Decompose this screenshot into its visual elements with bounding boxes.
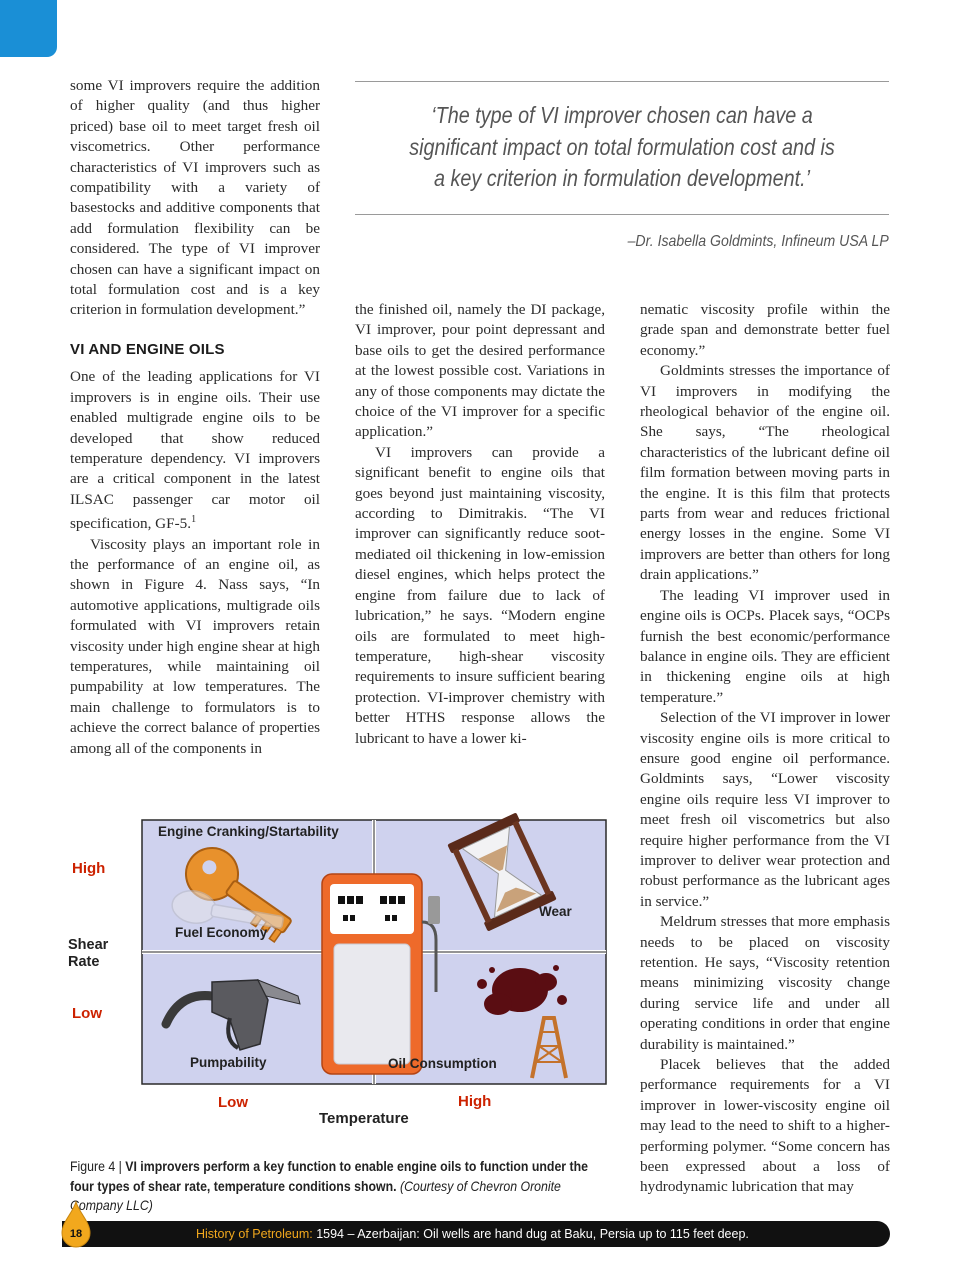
caption-title: VI improvers perform a key function to enable engine oils to function under the four types of shear rate, temperature conditions shown. — [70, 1158, 589, 1194]
pull-quote-text: ‘The type of VI improver chosen can have a significant impact on total formulation cost and is a key criterion in formulation development.’ — [409, 102, 835, 191]
pull-quote-attribution: –Dr. Isabella Goldmints, Infineum USA LP — [627, 233, 889, 250]
footer-fact-text: 1594 – Azerbaijan: Oil wells are hand dug at Baku, Persia up to 115 feet deep. — [312, 1227, 749, 1241]
caption-credit: (Courtesy of Chevron Oronite Company LLC) — [70, 1177, 561, 1213]
y-axis-low: Low — [72, 1005, 102, 1022]
col1-paragraph-2 — [70, 367, 320, 534]
col3-paragraph-6: Placek believes that the added performance requirements for a VI improver in lower-viscosity engine oil may lead to the need to shift to a higher-performing polymer. “Some concern has been expressed about a loss of hydrodynamic lubrication that may — [640, 1056, 890, 1196]
figure-4 — [62, 812, 610, 1130]
x-axis-label: Temperature — [319, 1110, 409, 1127]
col3-paragraph-4: Selection of the VI improver in lower viscosity engine oils is more critical to ensure good engine oil performance. Goldmints says, “Lower viscosity engine oils require less VI improver to meet fresh oil viscometrics but also require higher performance from the VI improver to deliver wear protection and robust performance as the lubricant ages in service.” — [640, 709, 890, 910]
label-wear: Wear — [539, 904, 572, 919]
pull-quote — [355, 81, 889, 215]
column-1 — [70, 76, 320, 759]
col2-paragraph-2: VI improvers can provide a significant benefit to engine oils that goes beyond just maintaining viscosity, according to Dimitrakis. “The VI improver can significantly reduce soot-mediated oil thickening in low-emission diesel engines, which helps protect the engine from failure due to lack of lubrication,” he says. “Modern engine oils are formulated to meet high-temperature, high-shear viscosity requirements to insure sufficient bearing protection. VI-improver chemistry with better HTHS response allows the lubricant to have a lower ki- — [355, 443, 605, 747]
label-pumpability: Pumpability — [190, 1055, 267, 1070]
column-3 — [640, 300, 890, 1198]
label-engine-cranking: Engine Cranking/Startability — [158, 824, 339, 839]
page-number: 18 — [69, 1228, 83, 1240]
fuel-pump-icon — [322, 874, 440, 1074]
x-axis-low: Low — [218, 1094, 248, 1111]
x-axis-high: High — [458, 1093, 492, 1110]
label-fuel-economy: Fuel Economy — [175, 925, 268, 940]
col1-paragraph-3: Viscosity plays an important role in the performance of an engine oil, as shown in Figure 4. Nass says, “In automotive applications, multigrade oils formulated with VI improvers retain viscosity under high engine shear at high temperatures, while maintaining oil pumpability at low temperatures. The main challenge to formulators is to achieve the correct balance of properties among all of the components in — [70, 535, 320, 757]
caption-lead: Figure 4 | — [70, 1158, 126, 1174]
col2-paragraph-1: the finished oil, namely the DI package, VI improver, pour point depressant and base oils to get the desired performance at the lowest possible cost. Variations in any of those components may dictate the choice of the VI improver for a specific application.” — [355, 301, 605, 441]
oil-drop-icon — [60, 1200, 92, 1248]
y-axis-label-shear: Shear — [68, 937, 109, 953]
col3-paragraph-1: nematic viscosity profile within the grade span and demonstrate better fuel economy.” — [640, 301, 890, 359]
footer-label: History of Petroleum: — [196, 1227, 313, 1241]
column-2 — [355, 300, 605, 749]
label-oil-consumption: Oil Consumption — [388, 1056, 497, 1071]
figure-caption — [70, 1157, 609, 1216]
col1-paragraph-1: some VI improvers require the addition of higher quality (and thus higher priced) base oil to meet target fresh oil viscometrics. Other performance characteristics of VI improvers such as compatibility with a variety of basestocks and additive components that add formulation flexibility can be considered. The type of VI improver chosen can have a significant impact on total formulation cost and is a key criterion in formulation development.” — [70, 77, 320, 319]
col3-paragraph-5: Meldrum stresses that more emphasis needs to be placed on viscosity retention. He says, “Viscosity retention means minimizing viscosity change during service life and under all operating conditions in order that engine durability is maintained.” — [640, 913, 890, 1053]
col3-paragraph-3: The leading VI improver used in engine oils is OCPs. Placek says, “OCPs furnish the best economic/performance balance in engine oils. They are efficient in thickening engine oils at high temperature.” — [640, 586, 890, 706]
col1-paragraph-2-text: One of the leading applications for VI improvers is in engine oils. Their use enabled multigrade engine oils to be developed that show reduced temperature dependency. VI improvers are a critical component in the latest ILSAC passenger car motor oil specification, GF-5. — [70, 368, 320, 533]
y-axis-label-rate: Rate — [68, 954, 100, 970]
col3-paragraph-2: Goldmints stresses the importance of VI improvers in modifying the rheological behavior of the engine oil. She says, “The rheological characteristics of the lubricant define oil film formation between moving parts in the engine. It is this film that protects parts from wear and reduces frictional energy losses in the engine. Some VI improvers are better than others for long drain applications.” — [640, 362, 890, 584]
corner-tab — [0, 0, 57, 57]
section-heading: VI AND ENGINE OILS — [70, 340, 225, 358]
footer-fact — [196, 1227, 749, 1241]
figure-4-diagram — [62, 812, 610, 1130]
y-axis-high: High — [72, 860, 106, 877]
footnote-ref: 1 — [191, 514, 197, 526]
